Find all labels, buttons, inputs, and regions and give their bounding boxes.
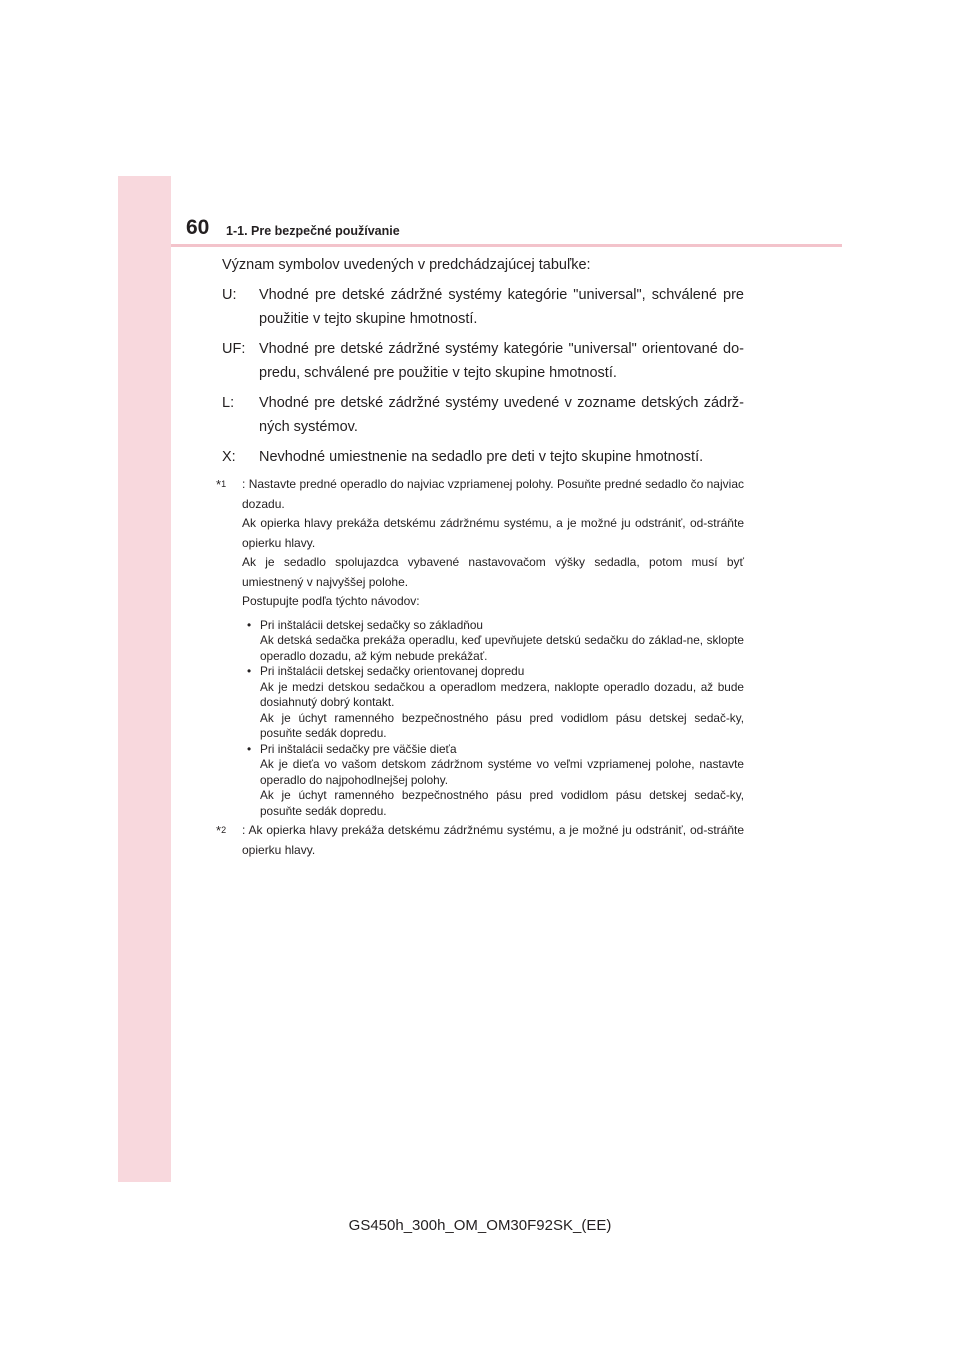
list-item — [242, 742, 744, 820]
footnote-line: : Ak opierka hlavy prekáža detskému zádržnému systému, a je možné ju odstrániť, od-stráňte opierku hlavy. — [242, 823, 744, 857]
list-item-text: Ak je medzi detskou sedačkou a operadlom medzera, naklopte operadlo dozadu, až bude dosiahnutý dobrý kontakt. — [260, 679, 744, 709]
definition-text: Vhodné pre detské zádržné systémy kategórie "universal" orientované do-predu, schválené pre použitie v tejto skupine hmotností. — [259, 341, 744, 381]
side-color-band — [118, 176, 171, 1182]
list-item-text: Ak je úchyt ramenného bezpečnostného pásu pred vodidlom pásu detskej sedač-ky, posuňte sedák dopredu. — [260, 788, 744, 818]
definition-item — [222, 337, 744, 385]
page-number: 60 — [186, 216, 210, 239]
footnote-line: Ak je sedadlo spolujazdca vybavené nastavovačom výšky sedadla, potom musí byť umiestnený v najvyššej polohe. — [242, 555, 744, 589]
list-item-title: • Pri inštalácii detskej sedačky orientovanej dopredu — [260, 664, 525, 678]
footnote-star: * — [216, 823, 222, 838]
definition-item — [222, 391, 744, 439]
footnote-star: * — [216, 477, 222, 492]
footnote-number: 2 — [221, 825, 227, 835]
header-divider — [171, 244, 842, 247]
footnote-marker — [216, 821, 226, 843]
definition-key: UF: — [222, 341, 246, 357]
definition-key: X: — [222, 449, 236, 465]
main-content — [216, 253, 744, 860]
definition-text: Nevhodné umiestnenie na sedadlo pre deti v tejto skupine hmotností. — [259, 449, 704, 465]
list-item-text: Ak je dieťa vo vašom detskom zádržnom systéme vo veľmi vzpriamenej polohe, nastavte operadlo do najpohodlnejšej polohy. — [260, 757, 744, 787]
list-item-text: Ak je úchyt ramenného bezpečnostného pásu pred vodidlom pásu detskej sedač-ky, posuňte sedák dopredu. — [260, 710, 744, 740]
definition-item — [222, 445, 744, 469]
definition-key: L: — [222, 395, 235, 411]
section-title: 1-1. Pre bezpečné používanie — [226, 224, 400, 238]
list-item — [242, 618, 744, 665]
list-item-title: • Pri inštalácii sedačky pre väčšie dieťa — [260, 741, 457, 756]
footnote-number: 1 — [221, 479, 227, 489]
list-item-text: Ak detská sedačka prekáža operadlu, keď upevňujete detskú sedačku do základ-ne, sklopte operadlo dozadu, až kým nebude prekážať. — [260, 633, 744, 663]
footnote-2 — [216, 821, 744, 860]
instruction-list — [242, 618, 744, 820]
definition-text: Vhodné pre detské zádržné systémy uvedené v zozname detských zádrž-ných systémov. — [259, 395, 744, 435]
footnote-1 — [216, 475, 744, 819]
list-item — [242, 664, 744, 742]
intro-text: Význam symbolov uvedených v predchádzajúcej tabuľke: — [222, 257, 591, 273]
definition-text: Vhodné pre detské zádržné systémy kategórie "universal", schválené pre použitie v tejto skupine hmotností. — [259, 287, 744, 327]
list-item-title: • Pri inštalácii detskej sedačky so základňou — [260, 617, 483, 632]
definition-item — [222, 283, 744, 331]
footnote-line: Postupujte podľa týchto návodov: — [242, 594, 420, 608]
footnote-marker — [216, 475, 226, 497]
document-code: GS450h_300h_OM_OM30F92SK_(EE) — [348, 1217, 612, 1234]
footnote-line: : Nastavte predné operadlo do najviac vzpriamenej polohy. Posuňte predné sedadlo čo najviac dozadu. — [242, 477, 744, 511]
definition-key: U: — [222, 287, 237, 303]
footnote-line: Ak opierka hlavy prekáža detskému zádržnému systému, a je možné ju odstrániť, od-stráňte opierku hlavy. — [242, 516, 744, 550]
